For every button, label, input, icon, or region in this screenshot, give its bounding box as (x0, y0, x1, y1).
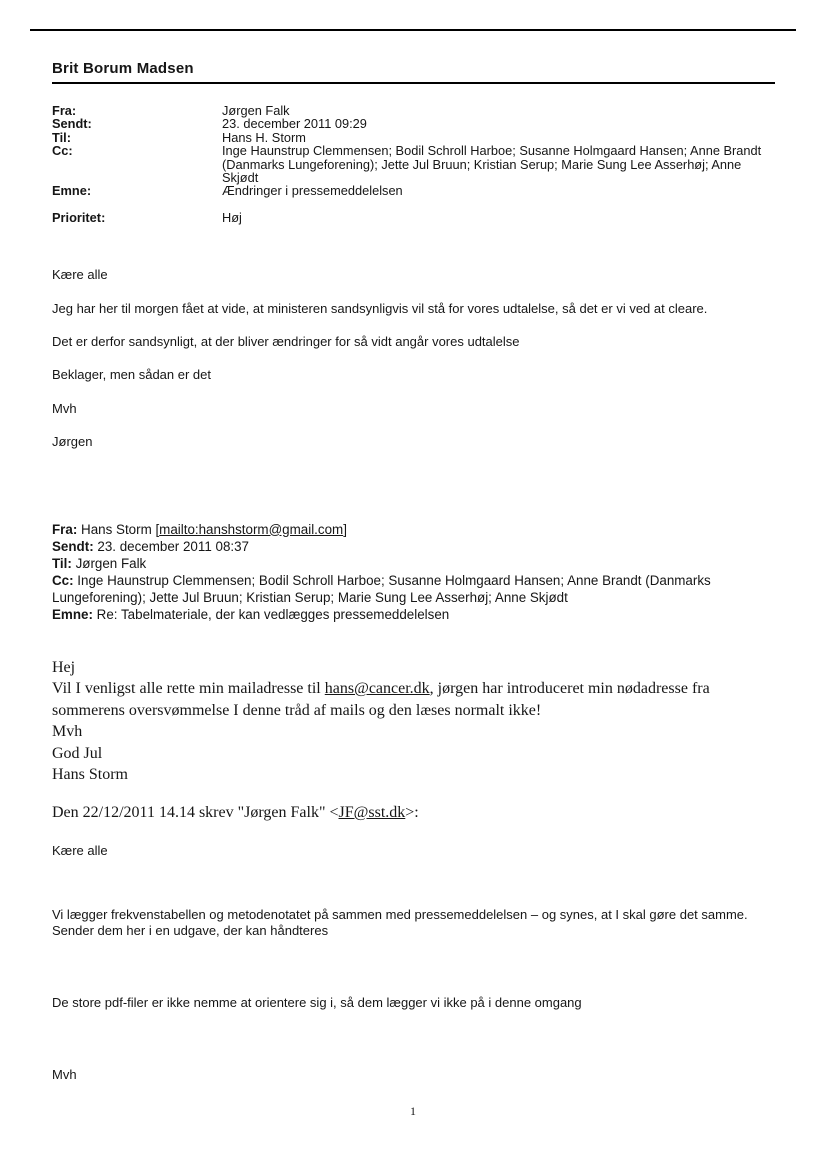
body-paragraph: Beklager, men sådan er det (52, 367, 211, 383)
field-value-prioritet: Høj (222, 209, 242, 225)
field-value-til: Hans H. Storm (222, 129, 306, 145)
reply-signature-godjul: God Jul (52, 744, 103, 762)
field-label-emne: Emne: (52, 183, 92, 199)
reply-value-til: Jørgen Falk (71, 555, 147, 571)
header-field-sendt (52, 117, 775, 130)
reply-value-cc: Inge Haunstrup Clemmensen; Bodil Schroll Harboe; Susanne Holmgaard Hansen; Anne Brandt (Danmarks Lungeforening); Jette Jul Bruun; Kristian Serup; Marie Sung Lee Asserhøj; Anne Skjødt (52, 572, 711, 605)
reply-header-cc (52, 572, 775, 606)
reply-header-fra (52, 521, 775, 538)
reply-label-til: Til: (52, 555, 72, 571)
body-paragraph: Vi lægger frekvenstabellen og metodenotatet på sammen med pressemeddelelsen – og synes, at I skal gøre det samme. Sender dem her i en udgave, der kan håndteres (52, 907, 748, 939)
reply-label-fra: Fra: (52, 521, 78, 537)
body-paragraph: De store pdf-filer er ikke nemme at orientere sig i, så dem lægger vi ikke på i denne omgang (52, 995, 582, 1011)
body-paragraph: Mvh (52, 1067, 77, 1083)
header-field-til (52, 131, 775, 144)
author-header (52, 60, 775, 84)
field-value-sendt: 23. december 2011 09:29 (222, 116, 367, 132)
author-name: Brit Borum Madsen (52, 60, 194, 77)
header-field-prioritet (52, 211, 775, 224)
quote-text: Den 22/12/2011 14.14 skrev "Jørgen Falk" < (52, 803, 339, 821)
reply-value-emne: Re: Tabelmateriale, der kan vedlægges pressemeddelelsen (92, 606, 450, 622)
body-paragraph: Det er derfor sandsynligt, at der bliver ændringer for så vidt angår vores udtalelse (52, 334, 520, 350)
reply-header-emne (52, 606, 775, 623)
reply-greeting: Hej (52, 658, 76, 676)
body-paragraph: Kære alle (52, 267, 108, 283)
reply-label-sendt: Sendt: (52, 538, 94, 554)
reply-sender-suffix: ] (343, 521, 347, 537)
page-number: 1 (410, 1104, 416, 1118)
header-field-fra (52, 104, 775, 117)
email-body-top (52, 268, 775, 448)
reply-request-line (52, 678, 775, 721)
reply-header-sendt (52, 538, 775, 555)
reply-header-til (52, 555, 775, 572)
body-paragraph: Mvh (52, 400, 77, 416)
reply-text: Vil I venligst alle rette min mailadresse til (52, 680, 325, 698)
quoted-original-body (52, 843, 775, 1083)
body-paragraph: Jeg har her til morgen fået at vide, at ministeren sandsynligvis vil stå for vores udtalelse, så det er vi ved at cleare. (52, 300, 708, 316)
field-value-cc: Inge Haunstrup Clemmensen; Bodil Schroll Harboe; Susanne Holmgaard Hansen; Anne Brandt (Danmarks Lungeforening); Jette Jul Bruun; Kristian Serup; Marie Sung Lee Asserhøj; Anne Skjødt (222, 143, 762, 186)
quote-attribution-line (52, 802, 775, 824)
header-field-cc (52, 144, 775, 184)
field-label-prioritet: Prioritet: (52, 209, 106, 225)
header-field-emne (52, 184, 775, 197)
body-paragraph: Kære alle (52, 843, 108, 859)
reply-sender: Hans Storm [ (77, 521, 160, 537)
quote-text: >: (405, 803, 419, 821)
reply-text: , jørgen har introduceret min nødadresse fra sommerens oversvømmelse I denne tråd af mails og den læses normalt ikke! (52, 680, 710, 719)
field-value-fra: Jørgen Falk (222, 103, 290, 118)
reply-value-sendt: 23. december 2011 08:37 (93, 538, 250, 554)
reply-label-cc: Cc: (52, 572, 74, 588)
reply-body (52, 657, 775, 824)
reply-header (52, 521, 775, 623)
field-label-sendt: Sendt: (52, 116, 92, 132)
sender-email-link[interactable]: JF@sst.dk (338, 803, 406, 821)
field-value-emne: Ændringer i pressemeddelelsen (222, 183, 403, 199)
field-label-cc: Cc: (52, 143, 73, 159)
reply-label-emne: Emne: (52, 606, 93, 622)
body-paragraph: Jørgen (52, 434, 93, 450)
reply-signature-mvh: Mvh (52, 723, 83, 741)
mailto-link[interactable]: mailto:hanshstorm@gmail.com (159, 521, 344, 537)
field-label-til: Til: (52, 129, 71, 145)
reply-signature-name: Hans Storm (52, 766, 128, 784)
email-address-link[interactable]: hans@cancer.dk (324, 680, 430, 698)
field-label-fra: Fra: (52, 103, 77, 118)
top-divider (30, 29, 796, 31)
email-header-fields (52, 104, 775, 224)
